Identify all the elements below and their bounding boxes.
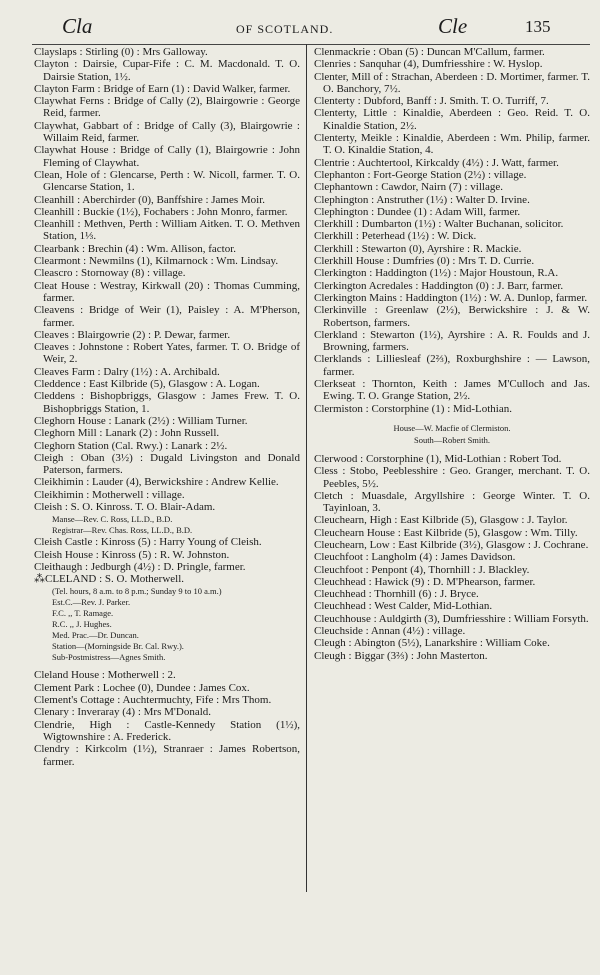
directory-entry: Clerkseat : Thornton, Keith : James M'Culloch and Jas. Ewing. T. O. Grange Station, 2½. xyxy=(314,378,590,403)
directory-entry: Cleuchhead : West Calder, Mid-Lothian. xyxy=(314,600,493,613)
directory-entry: Clerkhill : Stewarton (0), Ayrshire : R. Mackie. xyxy=(314,242,522,255)
directory-entry: Clean, Hole of : Glencarse, Perth : W. Nicoll, farmer. T. O. Glencarse Station, 1. xyxy=(34,168,300,194)
directory-entry: Clerkhill : Dumbarton (1½) : Walter Buchanan, solicitor. xyxy=(314,218,564,231)
directory-entry: Cletch : Muasdale, Argyllshire : George Winter. T. O. Tayinloan, 3. xyxy=(314,489,590,515)
directory-entry: Cleascro : Stornoway (8) : village. xyxy=(34,267,186,280)
directory-entry: Cleanhill : Buckie (1½), Fochabers : John Monro, farmer. xyxy=(34,205,288,218)
directory-entry: Clenterty, Meikle : Kinaldie, Aberdeen : Wm. Philip, farmer. T. O. Kinaldie Station, 4. xyxy=(314,132,590,157)
entry-note: (Tel. hours, 8 a.m. to 8 p.m.; Sunday 9 to 10 a.m.) xyxy=(52,586,222,597)
directory-entry: ⁂CLELAND : S. O. Motherwell. xyxy=(34,573,185,586)
directory-entry: Clayslaps : Stirling (0) : Mrs Galloway. xyxy=(34,46,208,58)
column-divider xyxy=(306,44,307,892)
directory-entry: Clendry : Kirkcolm (1½), Stranraer : James Robertson, farmer. xyxy=(34,743,300,768)
cleland-notes xyxy=(34,586,300,662)
directory-entry: Clephanton : Fort-George Station (2½) : village. xyxy=(314,168,527,181)
directory-entry: Cleuchside : Annan (4½) : village. xyxy=(314,625,466,638)
directory-entry: Cleavens : Bridge of Weir (1), Paisley : A. M'Pherson, farmer. xyxy=(34,304,300,329)
directory-entry: Cleat House : Westray, Kirkwall (20) : Thomas Cumming, farmer. xyxy=(34,279,300,304)
directory-entry: Cleugh : Biggar (3⅔) : John Masterton. xyxy=(314,649,488,662)
directory-entry: Cleithaugh : Jedburgh (4½) : D. Pringle, farmer. xyxy=(34,560,246,573)
directory-entry: Cleish House : Kinross (5) : R. W. Johnston. xyxy=(34,548,230,561)
directory-entry: Clendrie, High : Castle-Kennedy Station (1½), Wigtownshire : A. Frederick. xyxy=(34,718,300,743)
right-column xyxy=(314,46,590,662)
directory-entry: Clerkinville : Greenlaw (2½), Berwickshire : J. & W. Robertson, farmers. xyxy=(314,304,590,329)
clermiston-notes xyxy=(314,423,590,445)
entry-group-2 xyxy=(34,536,300,585)
directory-entry: Clephington : Anstruther (1½) : Walter D. Irvine. xyxy=(314,193,530,206)
directory-entry: Cleaves Farm : Dalry (1½) : A. Archibald. xyxy=(34,365,220,378)
entry-note: Sub-Postmistress—Agnes Smith. xyxy=(52,652,166,663)
directory-entry: Cleuchhouse : Auldgirth (3), Dumfriesshire : William Forsyth. xyxy=(314,612,589,625)
directory-entry: Clenter, Mill of : Strachan, Aberdeen : D. Mortimer, farmer. T. O. Banchory, 7½. xyxy=(314,70,590,95)
directory-entry: Cleland House : Motherwell : 2. xyxy=(34,669,176,682)
directory-entry: Clenary : Inveraray (4) : Mrs M'Donald. xyxy=(34,706,212,719)
directory-entry: Cless : Stobo, Peeblesshire : Geo. Granger, merchant. T. O. Peebles, 5½. xyxy=(314,465,590,490)
header-rule xyxy=(32,44,590,45)
entry-note: Med. Prac.—Dr. Duncan. xyxy=(52,630,139,641)
entry-group-3 xyxy=(34,669,300,767)
directory-entry: Clephington : Dundee (1) : Adam Will, farmer. xyxy=(314,205,521,218)
entry-group-4 xyxy=(314,46,590,415)
right-guide-word: Cle xyxy=(438,14,468,38)
directory-entry: Clerklands : Lilliesleaf (2⅔), Roxburghshire : — Lawson, farmer. xyxy=(314,353,590,378)
left-guide-word: Cla xyxy=(62,14,93,38)
directory-entry: Clentrie : Auchtertool, Kirkcaldy (4½) : J. Watt, farmer. xyxy=(314,156,559,169)
entry-note: R.C. ,, J. Hughes. xyxy=(52,619,112,630)
directory-entry: Cleuchearn, Low : East Kilbride (3½), Glasgow : J. Cochrane. xyxy=(314,538,589,551)
directory-entry: Claywhat Ferns : Bridge of Cally (2), Blairgowrie : George Reid, farmer. xyxy=(34,95,300,120)
directory-entry: Clearmont : Newmilns (1), Kilmarnock : Wm. Lindsay. xyxy=(34,255,279,268)
directory-entry: Cleugh : Abington (5½), Lanarkshire : William Coke. xyxy=(314,637,550,650)
directory-entry: Cleikhimin : Motherwell : village. xyxy=(34,488,185,501)
directory-entry: Clerkington Acredales : Haddington (0) : J. Barr, farmer. xyxy=(314,279,564,292)
entry-note: F.C. ,, T. Ramage. xyxy=(52,608,114,619)
directory-entry: Claywhat, Gabbart of : Bridge of Cally (3), Blairgowrie : Willaim Reid, farmer. xyxy=(34,119,300,145)
directory-entry: Clenries : Sanquhar (4), Dumfriesshire : W. Hyslop. xyxy=(314,58,543,71)
entry-note: Est.C.—Rev. J. Parker. xyxy=(52,597,131,608)
directory-entry: Clayton : Dairsie, Cupar-Fife : C. M. Macdonald. T. O. Dairsie Station, 1½. xyxy=(34,58,300,83)
directory-entry: Cleaves : Blairgowrie (2) : P. Dewar, farmer. xyxy=(34,328,231,341)
entry-note: Station—(Morningside Br. Cal. Rwy.). xyxy=(52,641,184,652)
entry-group-1 xyxy=(34,46,300,513)
directory-entry: Clayton Farm : Bridge of Earn (1) : David Walker, farmer. xyxy=(34,82,291,95)
directory-entry: Clerkhill House : Dumfries (0) : Mrs T. D. Currie. xyxy=(314,255,535,268)
directory-entry: Cleuchhead : Thornhill (6) : J. Bryce. xyxy=(314,588,479,601)
entry-note: House—W. Macfie of Clermiston. xyxy=(393,422,511,433)
directory-entry: Cleigh : Oban (3½) : Dugald Livingston and Donald Paterson, farmers. xyxy=(34,451,300,477)
directory-entry: Clerkland : Stewarton (1½), Ayrshire : A. R. Foulds and J. Browning, farmers. xyxy=(314,328,590,354)
directory-entry: Claywhat House : Bridge of Cally (1), Blairgowrie : John Fleming of Claywhat. xyxy=(34,144,300,169)
spacer xyxy=(314,415,590,421)
running-header xyxy=(0,10,600,44)
directory-entry: Cleuchfoot : Penpont (4), Thornhill : J. Blackley. xyxy=(314,563,530,576)
directory-entry: Cleghorn Mill : Lanark (2) : John Russell. xyxy=(34,427,220,440)
directory-entry: Cleddence : East Kilbride (5), Glasgow : A. Logan. xyxy=(34,378,260,391)
entry-note: Registrar—Rev. Chas. Ross, LL.D., B.D. xyxy=(52,525,193,536)
directory-entry: Cleikhimin : Lauder (4), Berwickshire : Andrew Kellie. xyxy=(34,476,279,489)
directory-entry: Clerkington Mains : Haddington (1½) : W. A. Dunlop, farmer. xyxy=(314,291,588,304)
directory-entry: Cleghorn House : Lanark (2½) : William Turner. xyxy=(34,414,248,427)
left-column xyxy=(34,46,300,768)
directory-entry: Cleddens : Bishopbriggs, Glasgow : James Frew. T. O. Bishopbriggs Station, 1. xyxy=(34,390,300,415)
directory-entry: Cleaves : Johnstone : Robert Yates, farmer. T. O. Bridge of Weir, 2. xyxy=(34,341,300,366)
directory-entry: Clement's Cottage : Auchtermuchty, Fife : Mrs Thom. xyxy=(34,694,272,707)
directory-entry: Cleish Castle : Kinross (5) : Harry Young of Cleish. xyxy=(34,536,262,549)
entry-note: Manse—Rev. C. Ross, LL.D., B.D. xyxy=(52,514,173,525)
directory-entry: Cleuchfoot : Langholm (4) : James Davidson. xyxy=(314,551,516,564)
entry-note: South—Robert Smith. xyxy=(413,434,491,445)
directory-entry: Clermiston : Corstorphine (1) : Mid-Lothian. xyxy=(314,402,512,415)
directory-entry: Cleuchearn House : East Kilbride (5), Glasgow : Wm. Tilly. xyxy=(314,526,578,539)
directory-entry: Clenmackrie : Oban (5) : Duncan M'Callum, farmer. xyxy=(314,46,545,58)
cleish-notes xyxy=(34,514,300,535)
directory-entry: Clerkhill : Peterhead (1½) : W. Dick. xyxy=(314,230,477,243)
directory-entry: Cleghorn Station (Cal. Rwy.) : Lanark : 2½. xyxy=(34,439,228,452)
entry-group-5 xyxy=(314,453,590,662)
directory-entry: Clenterty, Little : Kinaldie, Aberdeen : Geo. Reid. T. O. Kinaldie Station, 2½. xyxy=(314,107,590,132)
page-number: 135 xyxy=(525,17,551,36)
directory-entry: Clenterty : Dubford, Banff : J. Smith. T. O. Turriff, 7. xyxy=(314,95,549,108)
header-title: OF SCOTLAND. xyxy=(236,22,334,36)
directory-entry: Cleuchhead : Hawick (9) : D. M'Phearson, farmer. xyxy=(314,575,536,588)
directory-entry: Cleuchearn, High : East Kilbride (5), Glasgow : J. Taylor. xyxy=(314,514,568,527)
directory-entry: Clearbank : Brechin (4) : Wm. Allison, factor. xyxy=(34,242,237,255)
directory-entry: Clerwood : Corstorphine (1), Mid-Lothian : Robert Tod. xyxy=(314,452,562,465)
directory-entry: Clerkington : Haddington (1½) : Major Houstoun, R.A. xyxy=(314,267,559,280)
directory-entry: Clement Park : Lochee (0), Dundee : James Cox. xyxy=(34,681,250,694)
directory-entry: Cleanhill : Aberchirder (0), Banffshire : James Moir. xyxy=(34,193,266,206)
directory-entry: Cleish : S. O. Kinross. T. O. Blair-Adam. xyxy=(34,500,216,513)
directory-entry: Cleanhill : Methven, Perth : William Aitken. T. O. Methven Station, 1⅓. xyxy=(34,218,300,243)
directory-entry: Clephantown : Cawdor, Nairn (7) : village. xyxy=(314,181,503,194)
